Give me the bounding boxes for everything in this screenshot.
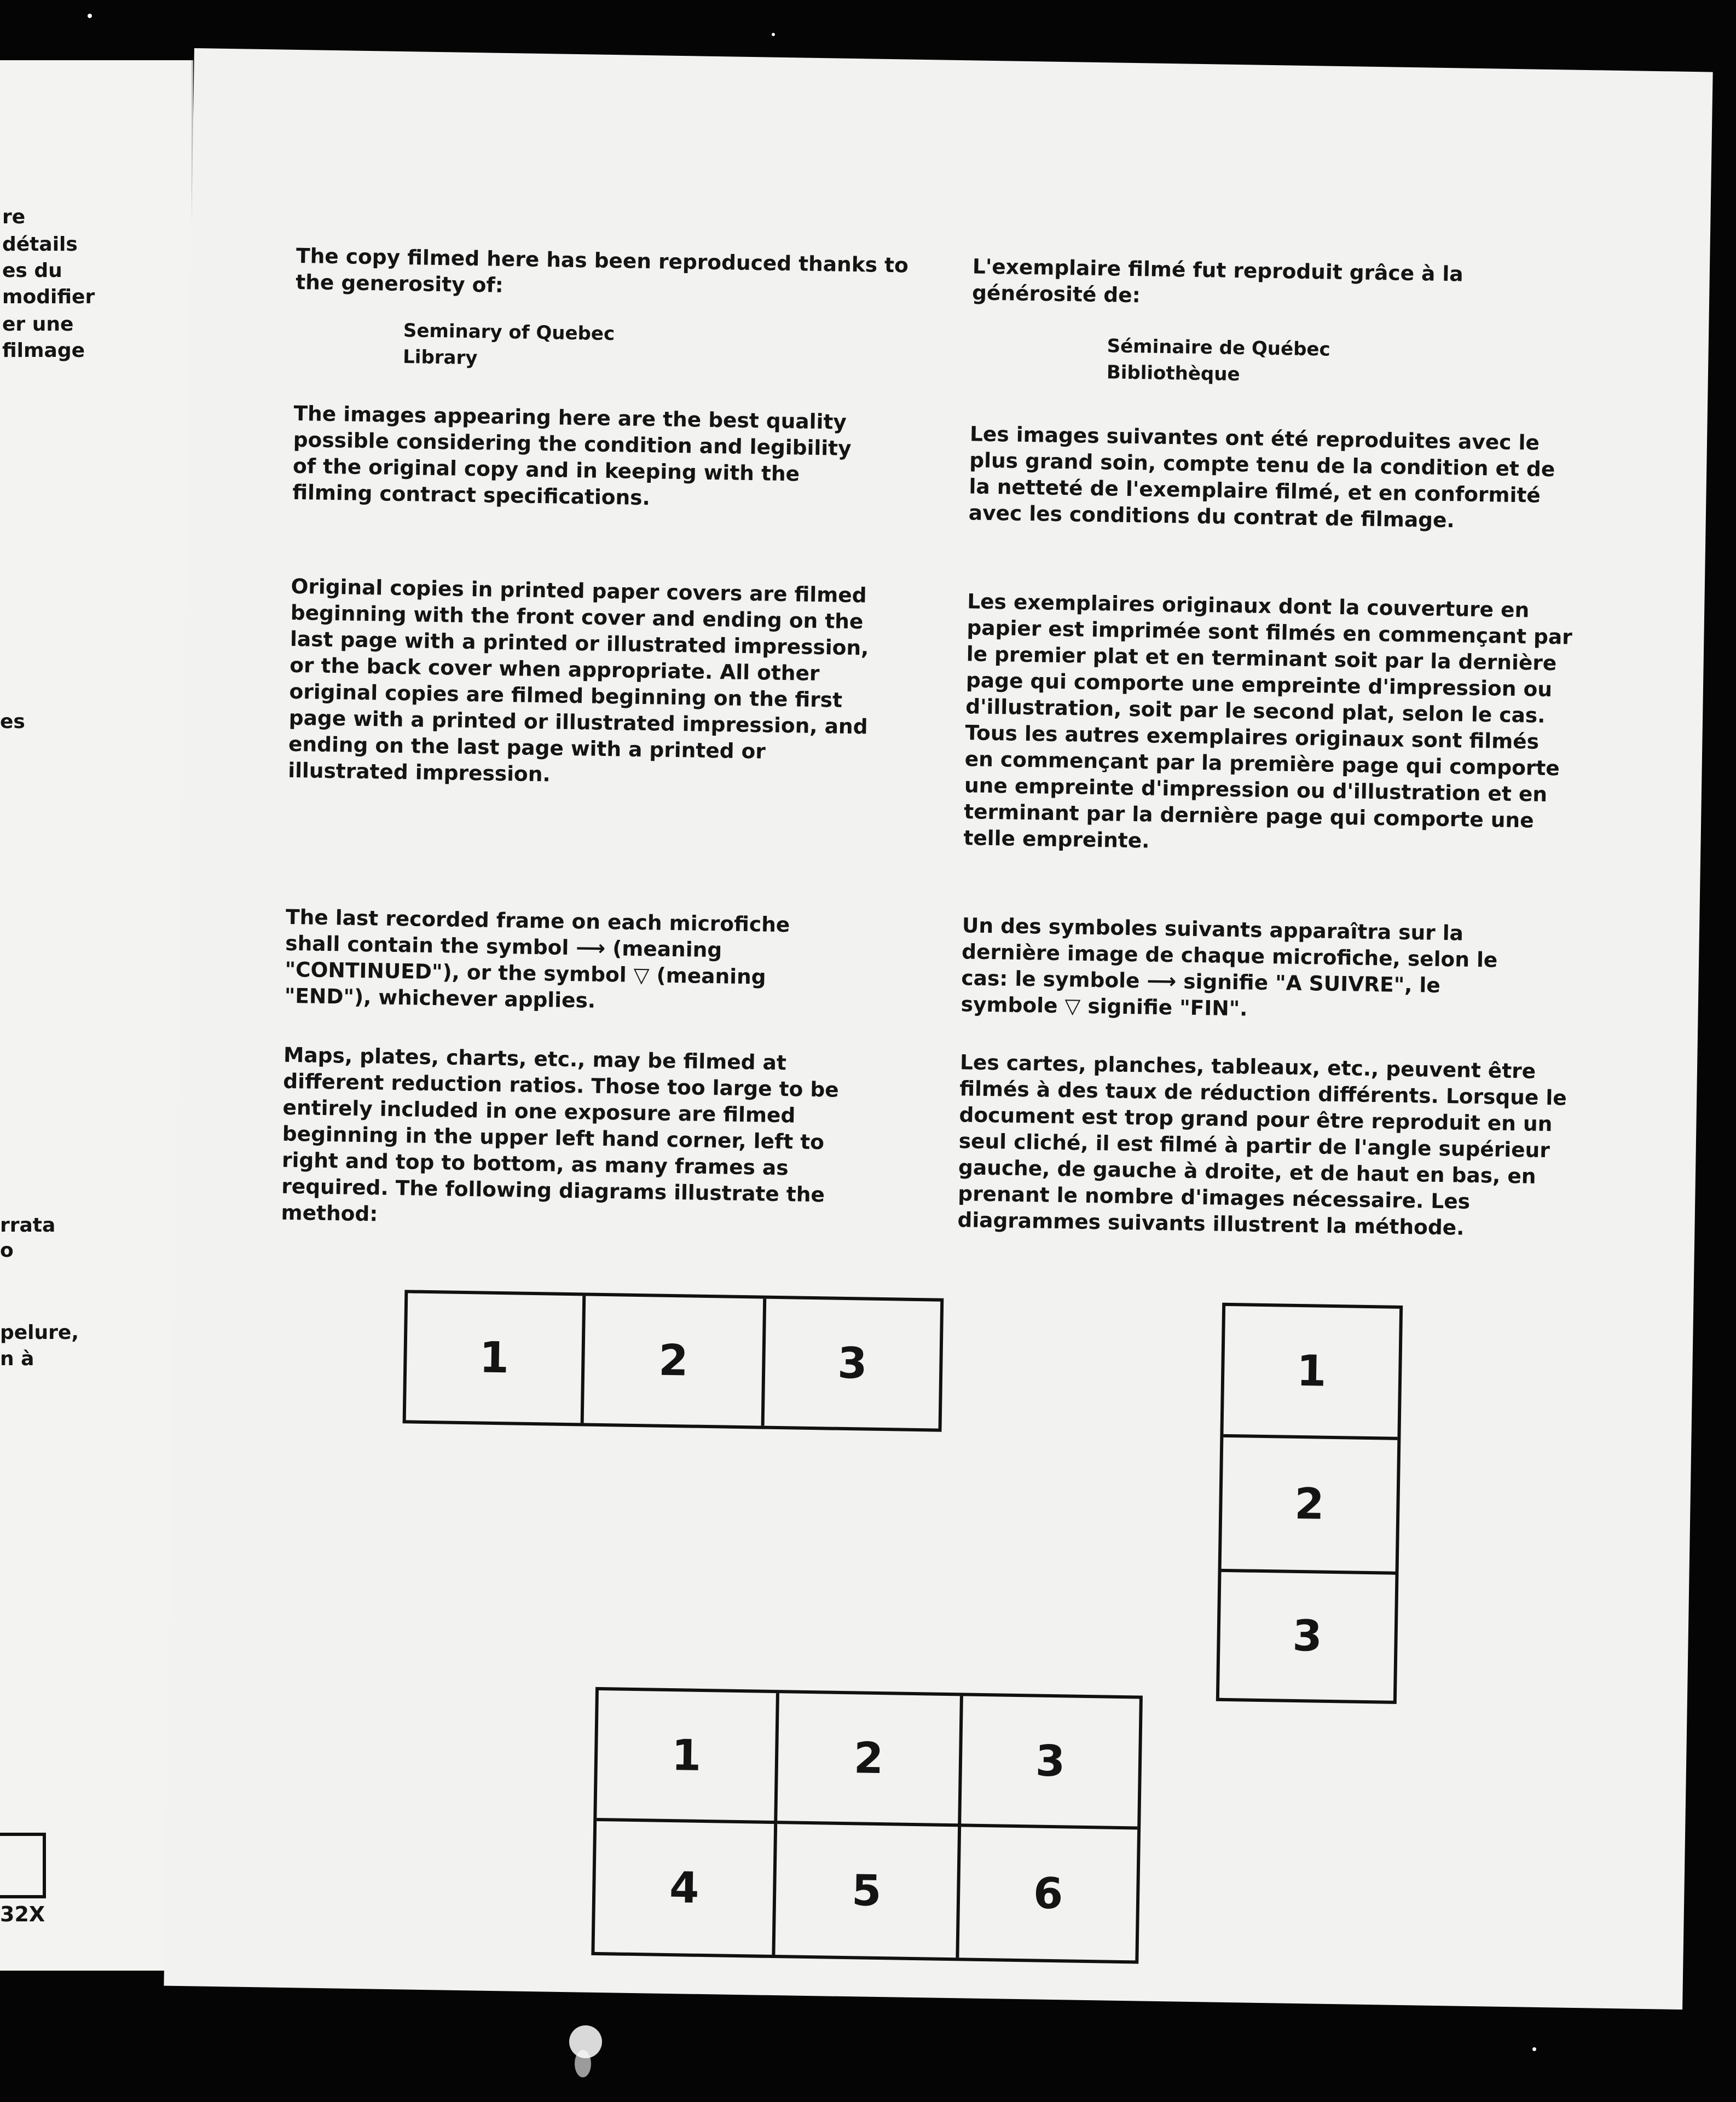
left-page-edge — [0, 60, 193, 1971]
resolution-label: 32X — [0, 1902, 45, 1926]
left-text-line: filmage — [2, 339, 85, 362]
french-covers-paragraph: Les exemplaires originaux dont la couverture en papier est imprimée sont filmés en commençant par le premier plat et en terminant soit par la dernière page qui comporte une empreinte d'impression ou d'illustration, soit par le second plat, selon le cas. Tous les autres exemplaires originaux sont filmés en commençant par la première page qui comporte une empreinte d'impression ou d'illustration et en terminant par la dernière page qui comporte une telle empreinte. — [963, 589, 1573, 853]
english-maps-paragraph: Maps, plates, charts, etc., may be filmed at different reduction ratios. Those too large to be entirely included in one exposure are filmed beginning in the upper left hand corner, left to right and top to bottom, as many frames as required. The following diagrams illustrate the method: — [281, 1042, 840, 1226]
film-speck — [772, 33, 775, 36]
diagram-cell: 2 — [1222, 1437, 1398, 1575]
film-speck — [575, 2050, 591, 2077]
left-text-line: détails — [2, 233, 78, 256]
diagram-cell: 1 — [406, 1293, 586, 1423]
resolution-box — [0, 1833, 46, 1898]
french-symbols-paragraph: Un des symboles suivants apparaîtra sur la dernière image de chaque microfiche, selon le cas: le symbole ⟶ signifie "A SUIVRE", le symbole ▽ signifie "FIN". — [960, 913, 1498, 1021]
english-intro: The copy filmed here has been reproduced thanks to the generosity of: — [295, 243, 909, 297]
diagram-cell: 3 — [961, 1696, 1139, 1829]
english-quality-paragraph: The images appearing here are the best quality possible considering the condition and legibility of the original copy and in keeping with the filming contract specifications. — [292, 401, 852, 510]
diagram-cell: 2 — [777, 1693, 963, 1827]
film-speck — [1532, 2047, 1536, 2051]
diagram-cell: 3 — [837, 1338, 868, 1389]
left-text-line: rrata — [0, 1214, 56, 1237]
left-text-line: pelure, — [0, 1321, 79, 1344]
french-quality-paragraph: Les images suivantes ont été reproduites avec le plus grand soin, compte tenu de la condition et de la netteté de l'exemplaire filmé, et en conformité avec les conditions du contrat de filmage. — [968, 421, 1555, 533]
diagram-cell: 5 — [775, 1824, 961, 1957]
english-library-name: Seminary of Quebec Library — [402, 320, 615, 369]
english-covers-paragraph: Original copies in printed paper covers are filmed beginning with the front cover and ending on the last page with a printed or illustrated impression, or the back cover when appropriate. All other original copies are filmed beginning on the first page with a printed or illustrated impression, and ending on the last page with a printed or illustrated impression. — [287, 574, 869, 787]
french-intro: L'exemplaire filmé fut reproduit grâce à la générosité de: — [971, 254, 1463, 308]
diagram-cell: 1 — [1223, 1306, 1399, 1440]
diagram-cell: 1 — [597, 1690, 779, 1824]
diagram-row — [403, 1290, 944, 1431]
french-library-name: Séminaire de Québec Bibliothèque — [1106, 335, 1330, 386]
left-text-line: n à — [0, 1348, 34, 1370]
diagram-cell: 2 — [584, 1296, 767, 1426]
diagram-cell: 6 — [1033, 1869, 1064, 1919]
diagram-cell: 3 — [1292, 1611, 1323, 1661]
diagram-cell: 4 — [594, 1821, 777, 1955]
diagram-grid — [591, 1687, 1143, 1964]
french-maps-paragraph: Les cartes, planches, tableaux, etc., peuvent être filmés à des taux de réduction différents. Lorsque le document est trop grand pour être reproduit en un seul cliché, il est filmé à partir de l'angle supérieur gauche, de gauche à droite, et de haut en bas, en prenant le nombre d'images nécessaire. Les diagrammes suivants illustrent la méthode. — [957, 1050, 1567, 1240]
left-text-line: modifier — [2, 286, 95, 308]
left-text-line: er une — [2, 313, 74, 336]
english-symbols-paragraph: The last recorded frame on each microfiche shall contain the symbol ⟶ (meaning "CONTINUED"), or the symbol ▽ (meaning "END"), whichever applies. — [284, 904, 790, 1013]
left-text-line: es du — [2, 259, 62, 282]
microfiche-notice-page — [164, 48, 1712, 2009]
left-text-line: o — [0, 1239, 14, 1262]
left-text-line: re — [2, 206, 26, 228]
film-speck — [88, 14, 92, 18]
diagram-column — [1216, 1303, 1403, 1704]
left-text-line: es — [0, 711, 25, 733]
